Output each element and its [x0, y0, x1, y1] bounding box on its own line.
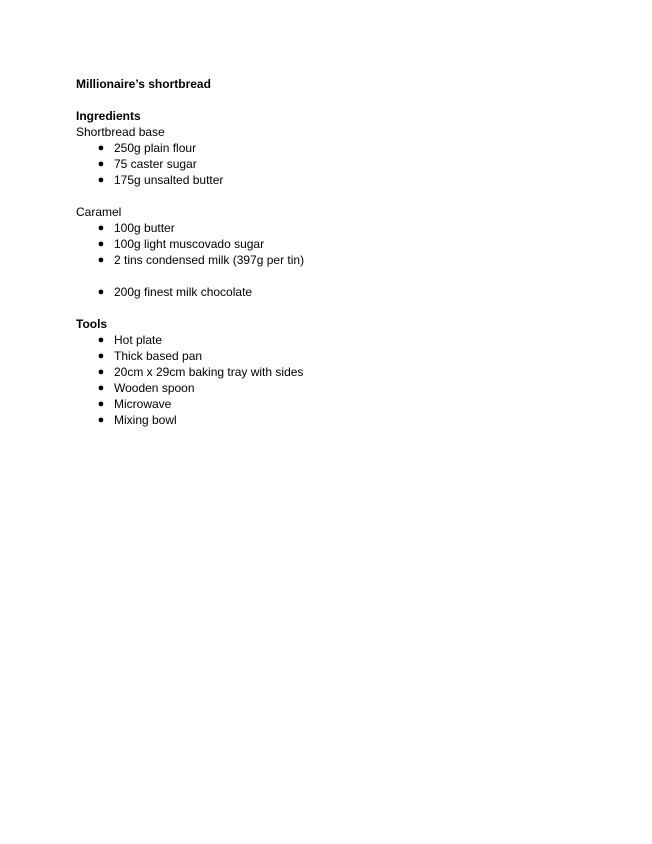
caramel-label: Caramel [76, 205, 122, 219]
list-item-text: 20cm x 29cm baking tray with sides [114, 365, 304, 379]
bullet-icon: ● [97, 174, 105, 186]
list-item [76, 172, 576, 188]
bullet-icon: ● [97, 366, 105, 378]
blank-line [76, 92, 576, 108]
list-item [76, 364, 576, 380]
tools-list [76, 332, 576, 428]
list-item-text: Microwave [114, 397, 172, 411]
bullet-icon: ● [97, 222, 105, 234]
list-item-text: Thick based pan [114, 349, 203, 363]
list-item [76, 220, 576, 236]
bullet-icon: ● [97, 414, 105, 426]
bullet-icon: ● [97, 334, 105, 346]
bullet-icon: ● [97, 286, 105, 298]
bullet-icon: ● [97, 350, 105, 362]
tools-heading: Tools [76, 317, 108, 331]
list-item [76, 252, 576, 268]
caramel-ingredient-list [76, 220, 576, 268]
blank-line [76, 268, 576, 284]
list-item [76, 140, 576, 156]
chocolate-ingredient-list [76, 284, 576, 300]
bullet-icon: ● [97, 254, 105, 266]
list-item-text: Mixing bowl [114, 413, 177, 427]
bullet-icon: ● [97, 142, 105, 154]
list-item [76, 380, 576, 396]
list-item-text: Hot plate [114, 333, 163, 347]
bullet-icon: ● [97, 398, 105, 410]
list-item-text: 75 caster sugar [114, 157, 197, 171]
list-item [76, 332, 576, 348]
list-item [76, 236, 576, 252]
list-item-text: 2 tins condensed milk (397g per tin) [114, 253, 305, 267]
bullet-icon: ● [97, 158, 105, 170]
list-item-text: 175g unsalted butter [114, 173, 224, 187]
bullet-icon: ● [97, 238, 105, 250]
list-item [76, 156, 576, 172]
list-item-text: 250g plain flour [114, 141, 197, 155]
list-item-text: 100g butter [114, 221, 175, 235]
bullet-icon: ● [97, 382, 105, 394]
list-item [76, 396, 576, 412]
list-item-text: Wooden spoon [114, 381, 195, 395]
recipe-document [76, 76, 576, 428]
list-item-text: 200g finest milk chocolate [114, 285, 253, 299]
recipe-title: Millionaire’s shortbread [76, 77, 211, 91]
list-item [76, 348, 576, 364]
list-item-text: 100g light muscovado sugar [114, 237, 265, 251]
shortbread-ingredient-list [76, 140, 576, 188]
list-item [76, 412, 576, 428]
blank-line [76, 300, 576, 316]
shortbread-base-label: Shortbread base [76, 125, 165, 139]
list-item [76, 284, 576, 300]
ingredients-heading: Ingredients [76, 109, 141, 123]
blank-line [76, 188, 576, 204]
